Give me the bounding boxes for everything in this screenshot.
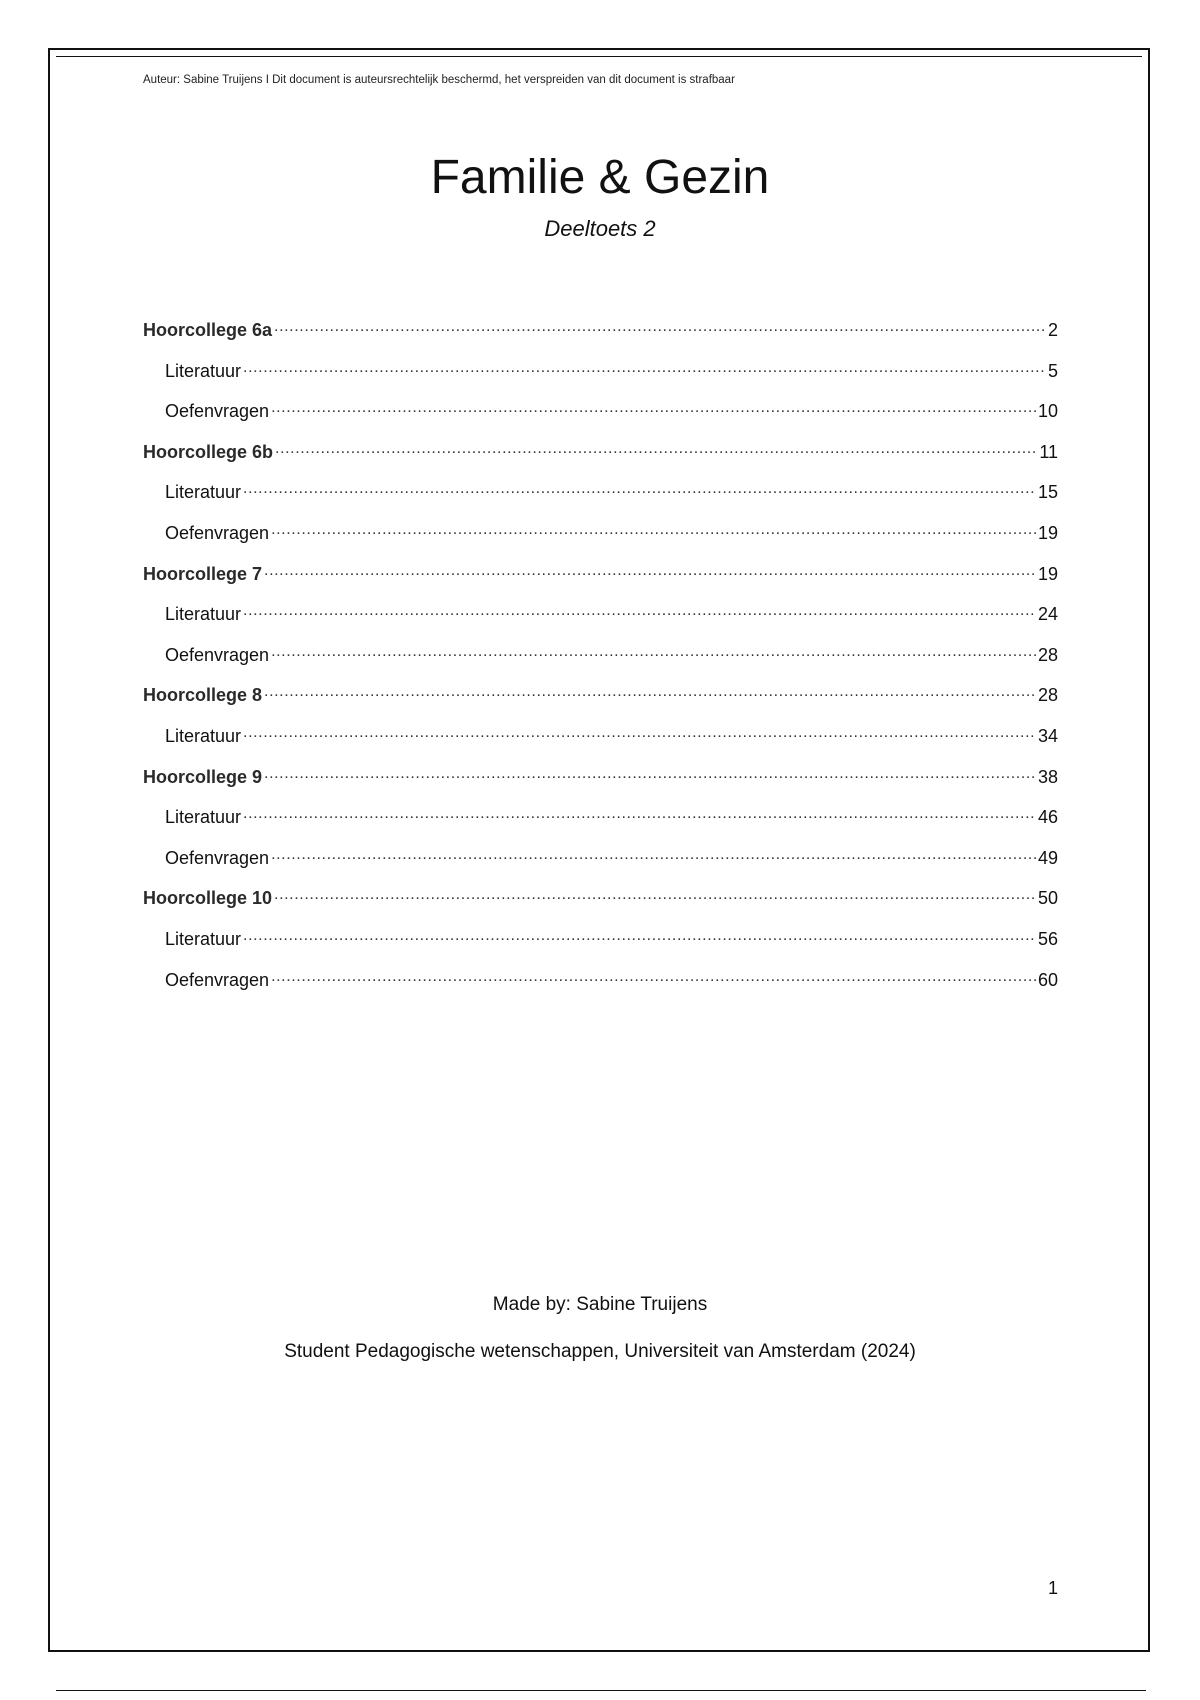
toc-entry-page-number: 50	[1037, 888, 1058, 909]
toc-entry-page-number: 56	[1037, 928, 1058, 949]
toc-entry-label: Hoorcollege 8	[143, 685, 263, 706]
toc-entry-page-number: 2	[1047, 320, 1058, 340]
toc-entry-label: Oefenvragen	[165, 522, 270, 543]
toc-dot-leader	[243, 722, 1036, 742]
toc-dot-leader	[243, 478, 1036, 498]
toc-entry-chapter[interactable]	[143, 438, 1058, 479]
toc-entry-page-number: 5	[1047, 360, 1058, 381]
toc-dot-leader	[264, 763, 1036, 783]
toc-entry-label: Literatuur	[165, 928, 242, 949]
toc-entry-page-number: 49	[1037, 847, 1058, 868]
toc-entry-label: Hoorcollege 6b	[143, 441, 274, 462]
toc-entry-label: Oefenvragen	[165, 847, 270, 868]
toc-dot-leader	[274, 316, 1044, 336]
toc-dot-leader	[275, 438, 1037, 458]
toc-dot-leader	[271, 966, 1036, 986]
toc-entry-page-number: 60	[1037, 969, 1058, 990]
author-affiliation: Student Pedagogische wetenschappen, Universiteit van Amsterdam (2024)	[284, 1341, 916, 1362]
toc-entry-section[interactable]	[143, 397, 1058, 438]
toc-dot-leader	[243, 357, 1044, 377]
toc-entry-label: Hoorcollege 10	[143, 888, 273, 909]
toc-entry-label: Oefenvragen	[165, 401, 270, 422]
toc-dot-leader	[271, 641, 1036, 661]
toc-dot-leader	[243, 925, 1036, 945]
toc-dot-leader	[271, 844, 1036, 864]
toc-dot-leader	[274, 884, 1036, 904]
toc-entry-section[interactable]	[143, 925, 1058, 966]
toc-dot-leader	[243, 803, 1036, 823]
toc-entry-label: Oefenvragen	[165, 969, 270, 990]
toc-entry-label: Literatuur	[165, 725, 242, 746]
toc-entry-label: Literatuur	[165, 482, 242, 503]
header-copyright-note: Auteur: Sabine Truijens I Dit document is auteursrechtelijk beschermd, het verspreiden van dit document is strafbaar	[143, 74, 735, 86]
toc-entry-section[interactable]	[143, 600, 1058, 641]
page-border-inner-top	[56, 56, 1142, 57]
toc-entry-section[interactable]	[143, 478, 1058, 519]
toc-dot-leader	[271, 397, 1036, 417]
toc-entry-page-number: 11	[1039, 441, 1058, 462]
toc-entry-page-number: 38	[1037, 766, 1058, 787]
author-credit: Made by: Sabine Truijens	[492, 1294, 708, 1315]
toc-entry-chapter[interactable]	[143, 681, 1058, 722]
toc-entry-page-number: 28	[1037, 685, 1058, 706]
toc-entry-chapter[interactable]	[143, 316, 1058, 357]
toc-entry-page-number: 46	[1037, 807, 1058, 828]
toc-entry-page-number: 15	[1037, 482, 1058, 503]
toc-entry-section[interactable]	[143, 519, 1058, 560]
toc-entry-page-number: 24	[1037, 604, 1058, 625]
toc-entry-chapter[interactable]	[143, 763, 1058, 804]
document-subtitle: Deeltoets 2	[544, 216, 656, 241]
toc-dot-leader	[264, 681, 1036, 701]
toc-entry-chapter[interactable]	[143, 560, 1058, 601]
table-of-contents	[143, 316, 1058, 1006]
toc-entry-section[interactable]	[143, 803, 1058, 844]
toc-entry-section[interactable]	[143, 641, 1058, 682]
toc-entry-label: Hoorcollege 6a	[143, 320, 273, 340]
toc-entry-section[interactable]	[143, 844, 1058, 885]
toc-entry-page-number: 19	[1037, 563, 1058, 584]
page-number: 1	[1047, 1578, 1058, 1598]
toc-dot-leader	[243, 600, 1036, 620]
toc-entry-page-number: 34	[1037, 725, 1058, 746]
toc-entry-label: Oefenvragen	[165, 644, 270, 665]
toc-entry-page-number: 10	[1037, 401, 1058, 422]
toc-entry-label: Hoorcollege 7	[143, 563, 263, 584]
toc-entry-label: Literatuur	[165, 807, 242, 828]
toc-entry-section[interactable]	[143, 357, 1058, 398]
toc-entry-chapter[interactable]	[143, 884, 1058, 925]
toc-dot-leader	[271, 519, 1036, 539]
toc-entry-page-number: 28	[1037, 644, 1058, 665]
toc-entry-label: Literatuur	[165, 604, 242, 625]
next-page-top-border	[56, 1690, 1146, 1691]
toc-dot-leader	[264, 560, 1036, 580]
toc-entry-label: Literatuur	[165, 360, 242, 381]
document-title: Familie & Gezin	[430, 151, 770, 204]
toc-entry-label: Hoorcollege 9	[143, 766, 263, 787]
toc-entry-page-number: 19	[1037, 522, 1058, 543]
toc-entry-section[interactable]	[143, 966, 1058, 1007]
toc-entry-section[interactable]	[143, 722, 1058, 763]
